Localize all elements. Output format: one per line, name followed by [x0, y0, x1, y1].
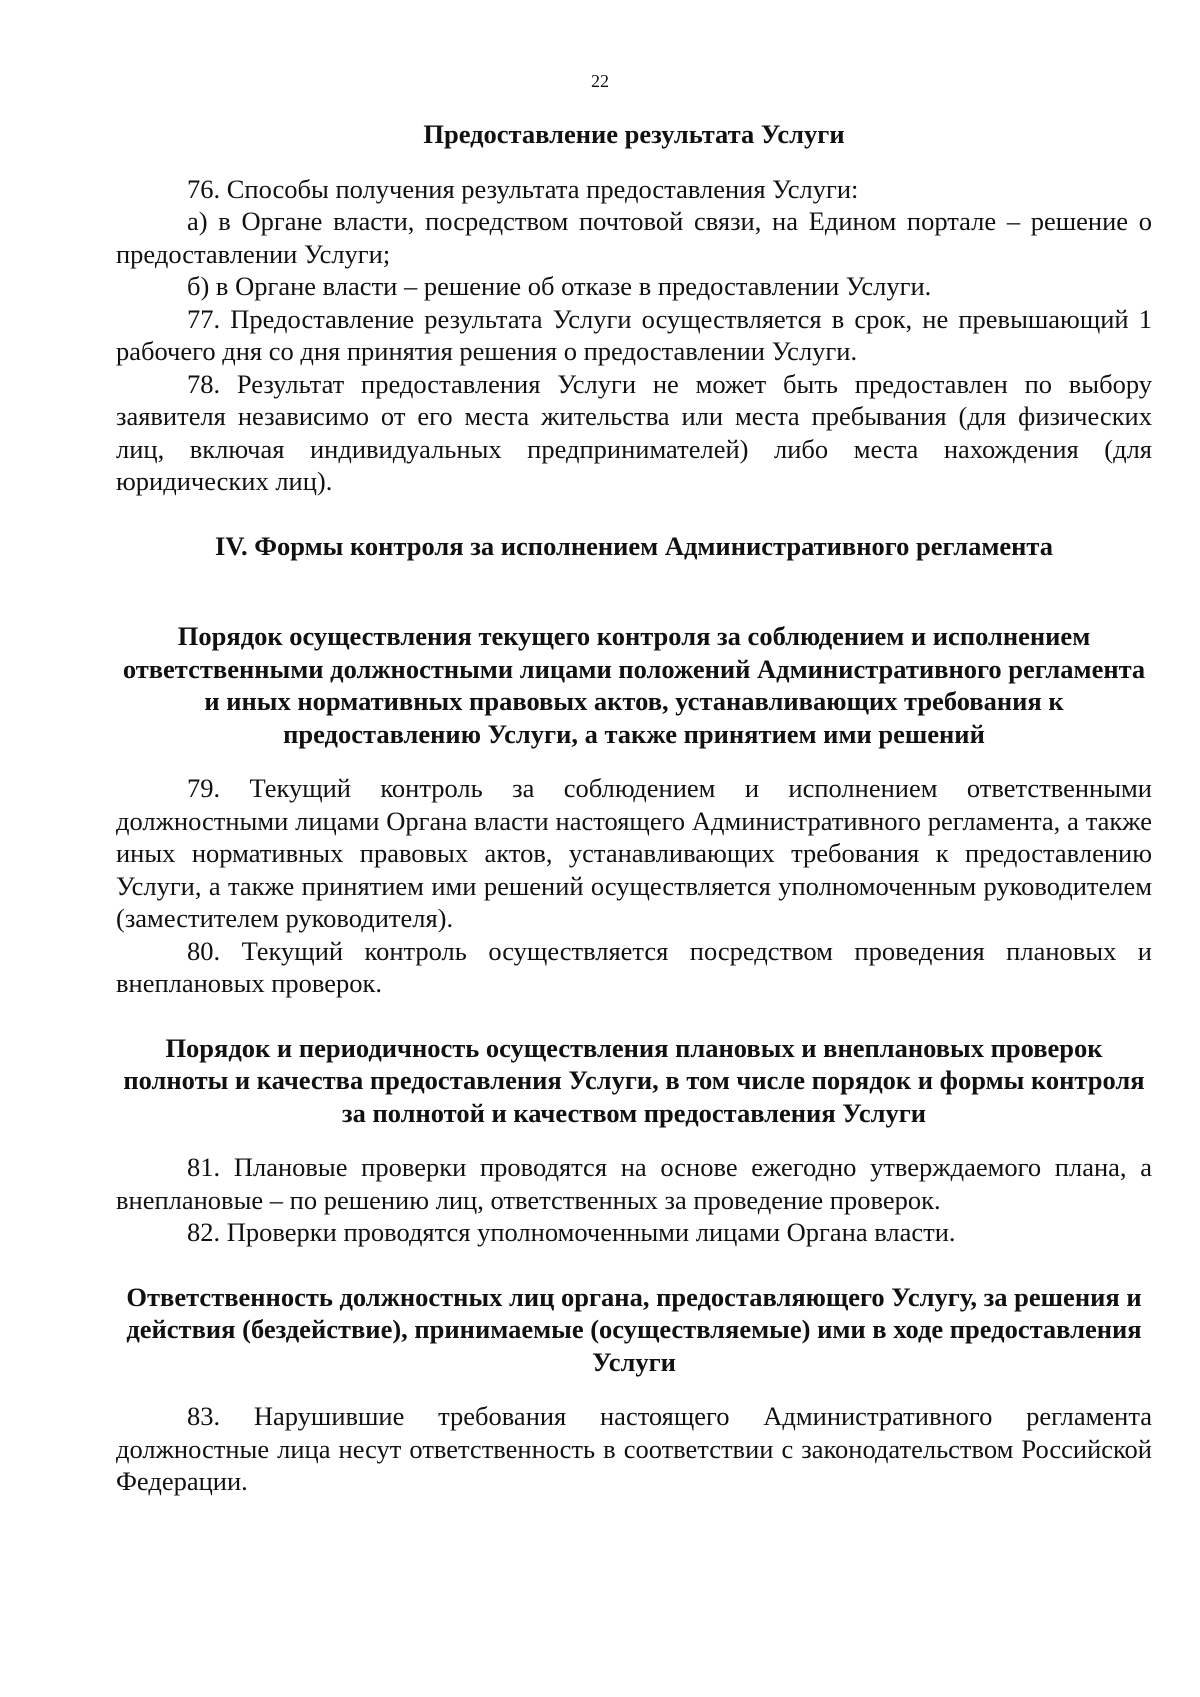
paragraph-82: 82. Проверки проводятся уполномоченными лицами Органа власти. [187, 1217, 956, 1247]
paragraph-76: 76. Способы получения результата предоставления Услуги: [187, 173, 859, 204]
heading-inspections: Порядок и периодичность осуществления плановых и внеплановых проверок полноты и качества предоставления Услуги, в том числе порядок и формы контроля за полнотой и качеством предоставления Услуги [123, 1032, 1145, 1128]
paragraph-77: 77. Предоставление результата Услуги осуществляется в срок, не превышающий 1 рабочего дня со дня принятия решения о предоставлении Услуги. [116, 303, 1152, 366]
paragraph-81: 81. Плановые проверки проводятся на основе ежегодно утверждаемого плана, а внеплановые – по решению лиц, ответственных за проведение проверок. [116, 1152, 1152, 1215]
paragraph-80: 80. Текущий контроль осуществляется посредством проведения плановых и внеплановых проверок. [116, 935, 1152, 998]
page-number: 22 [591, 71, 609, 91]
paragraph-78: 78. Результат предоставления Услуги не может быть предоставлен по выбору заявителя независимо от его места жительства или места пребывания (для физических лиц, включая индивидуальных предпринимателей) либо места нахождения (для юридических лиц). [116, 368, 1152, 496]
heading-responsibility: Ответственность должностных лиц органа, предоставляющего Услугу, за решения и действия (бездействие), принимаемые (осуществляемые) ими в ходе предоставления Услуги [126, 1281, 1142, 1377]
heading-result-provision: Предоставление результата Услуги [423, 119, 845, 149]
paragraph-76b: б) в Органе власти – решение об отказе в предоставлении Услуги. [187, 271, 932, 301]
document-body [116, 118, 1152, 1498]
heading-current-control: Порядок осуществления текущего контроля за соблюдением и исполнением ответственными должностными лицами положений Административного регламента и иных нормативных правовых актов, устанавливающих требования к предоставлению Услуги, а также принятием ими решений [122, 621, 1146, 749]
paragraph-83: 83. Нарушившие требования настоящего Административного регламента должностные лица несут ответственность в соответствии с законодательством Российской Федерации. [116, 1401, 1152, 1496]
heading-section-iv: IV. Формы контроля за исполнением Административного регламента [215, 530, 1053, 561]
paragraph-79: 79. Текущий контроль за соблюдением и исполнением ответственными должностными лицами Органа власти настоящего Административного регламента, а также иных нормативных правовых актов, устанавливающих требования к предоставлению Услуги, а также принятием ими решений осуществляется уполномоченным руководителем (заместителем руководителя). [116, 773, 1152, 933]
paragraph-76a: а) в Органе власти, посредством почтовой связи, на Едином портале – решение о предоставлении Услуги; [116, 206, 1152, 269]
